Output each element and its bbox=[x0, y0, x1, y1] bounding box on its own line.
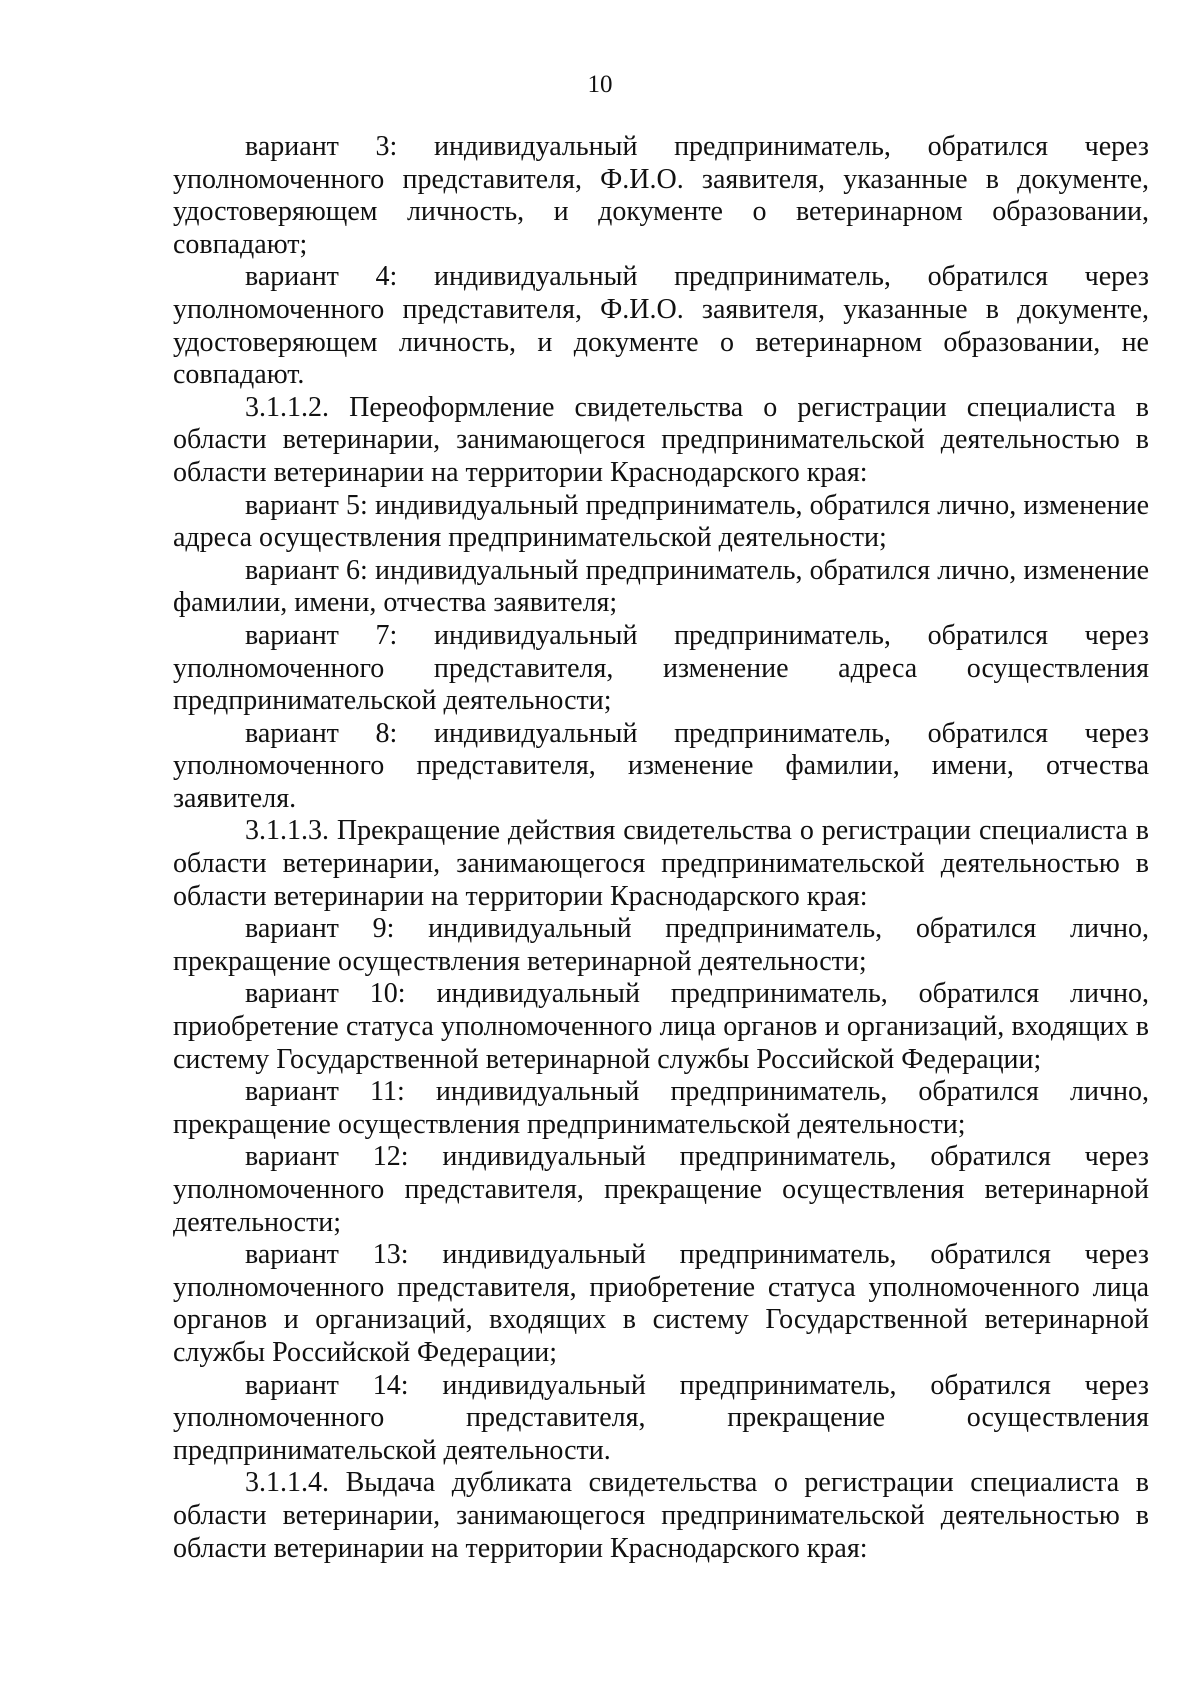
paragraph-variant-4: вариант 4: индивидуальный предприниматель, обратился через уполномоченного представителя, Ф.И.О. заявителя, указанные в документе, удостоверяющем личность, и документе о ветеринарном образовании, не совпадают. bbox=[173, 261, 1149, 391]
paragraph-variant-11: вариант 11: индивидуальный предприниматель, обратился лично, прекращение осуществления предпринимательской деятельности; bbox=[173, 1076, 1149, 1140]
paragraph-variant-5: вариант 5: индивидуальный предприниматель, обратился лично, изменение адреса осуществления предпринимательской деятельности; bbox=[173, 489, 1149, 554]
paragraph-variant-6: вариант 6: индивидуальный предприниматель, обратился лично, изменение фамилии, имени, отчества заявителя; bbox=[173, 554, 1149, 619]
paragraph-variant-12: вариант 12: индивидуальный предприниматель, обратился через уполномоченного представителя, прекращение осуществления ветеринарной деятельности; bbox=[173, 1141, 1149, 1238]
paragraph-variant-13: вариант 13: индивидуальный предприниматель, обратился через уполномоченного представителя, приобретение статуса уполномоченного лица органов и организаций, входящих в систему Государственной ветеринарной службы Российской Федерации; bbox=[173, 1239, 1149, 1368]
section-heading-3-1-1-2: 3.1.1.2. Переоформление свидетельства о регистрации специалиста в области ветеринарии, занимающегося предпринимательской деятельностью в области ветеринарии на территории Краснодарского края: bbox=[173, 391, 1149, 488]
section-heading-3-1-1-4: 3.1.1.4. Выдача дубликата свидетельства о регистрации специалиста в области ветеринарии, занимающегося предпринимательской деятельностью в области ветеринарии на территории Краснодарского края: bbox=[173, 1467, 1149, 1564]
section-heading-3-1-1-3: 3.1.1.3. Прекращение действия свидетельства о регистрации специалиста в области ветеринарии, занимающегося предпринимательской деятельностью в области ветеринарии на территории Краснодарского края: bbox=[173, 815, 1149, 912]
page-number: 10 bbox=[587, 71, 613, 98]
paragraph-variant-7: вариант 7: индивидуальный предприниматель, обратился через уполномоченного представителя, изменение адреса осуществления предпринимательской деятельности; bbox=[173, 619, 1149, 717]
paragraph-variant-10: вариант 10: индивидуальный предприниматель, обратился лично, приобретение статуса уполномоченного лица органов и организаций, входящих в систему Государственной ветеринарной службы Российской Федерации; bbox=[173, 978, 1149, 1075]
document-body bbox=[173, 131, 1149, 1565]
paragraph-variant-3: вариант 3: индивидуальный предприниматель, обратился через уполномоченного представителя, Ф.И.О. заявителя, указанные в документе, удостоверяющем личность, и документе о ветеринарном образовании, совпадают; bbox=[173, 131, 1149, 260]
paragraph-variant-14: вариант 14: индивидуальный предприниматель, обратился через уполномоченного представителя, прекращение осуществления предпринимательской деятельности. bbox=[173, 1369, 1149, 1466]
paragraph-variant-8: вариант 8: индивидуальный предприниматель, обратился через уполномоченного представителя, изменение фамилии, имени, отчества заявителя. bbox=[173, 717, 1149, 814]
paragraph-variant-9: вариант 9: индивидуальный предприниматель, обратился лично, прекращение осуществления ветеринарной деятельности; bbox=[173, 913, 1149, 977]
